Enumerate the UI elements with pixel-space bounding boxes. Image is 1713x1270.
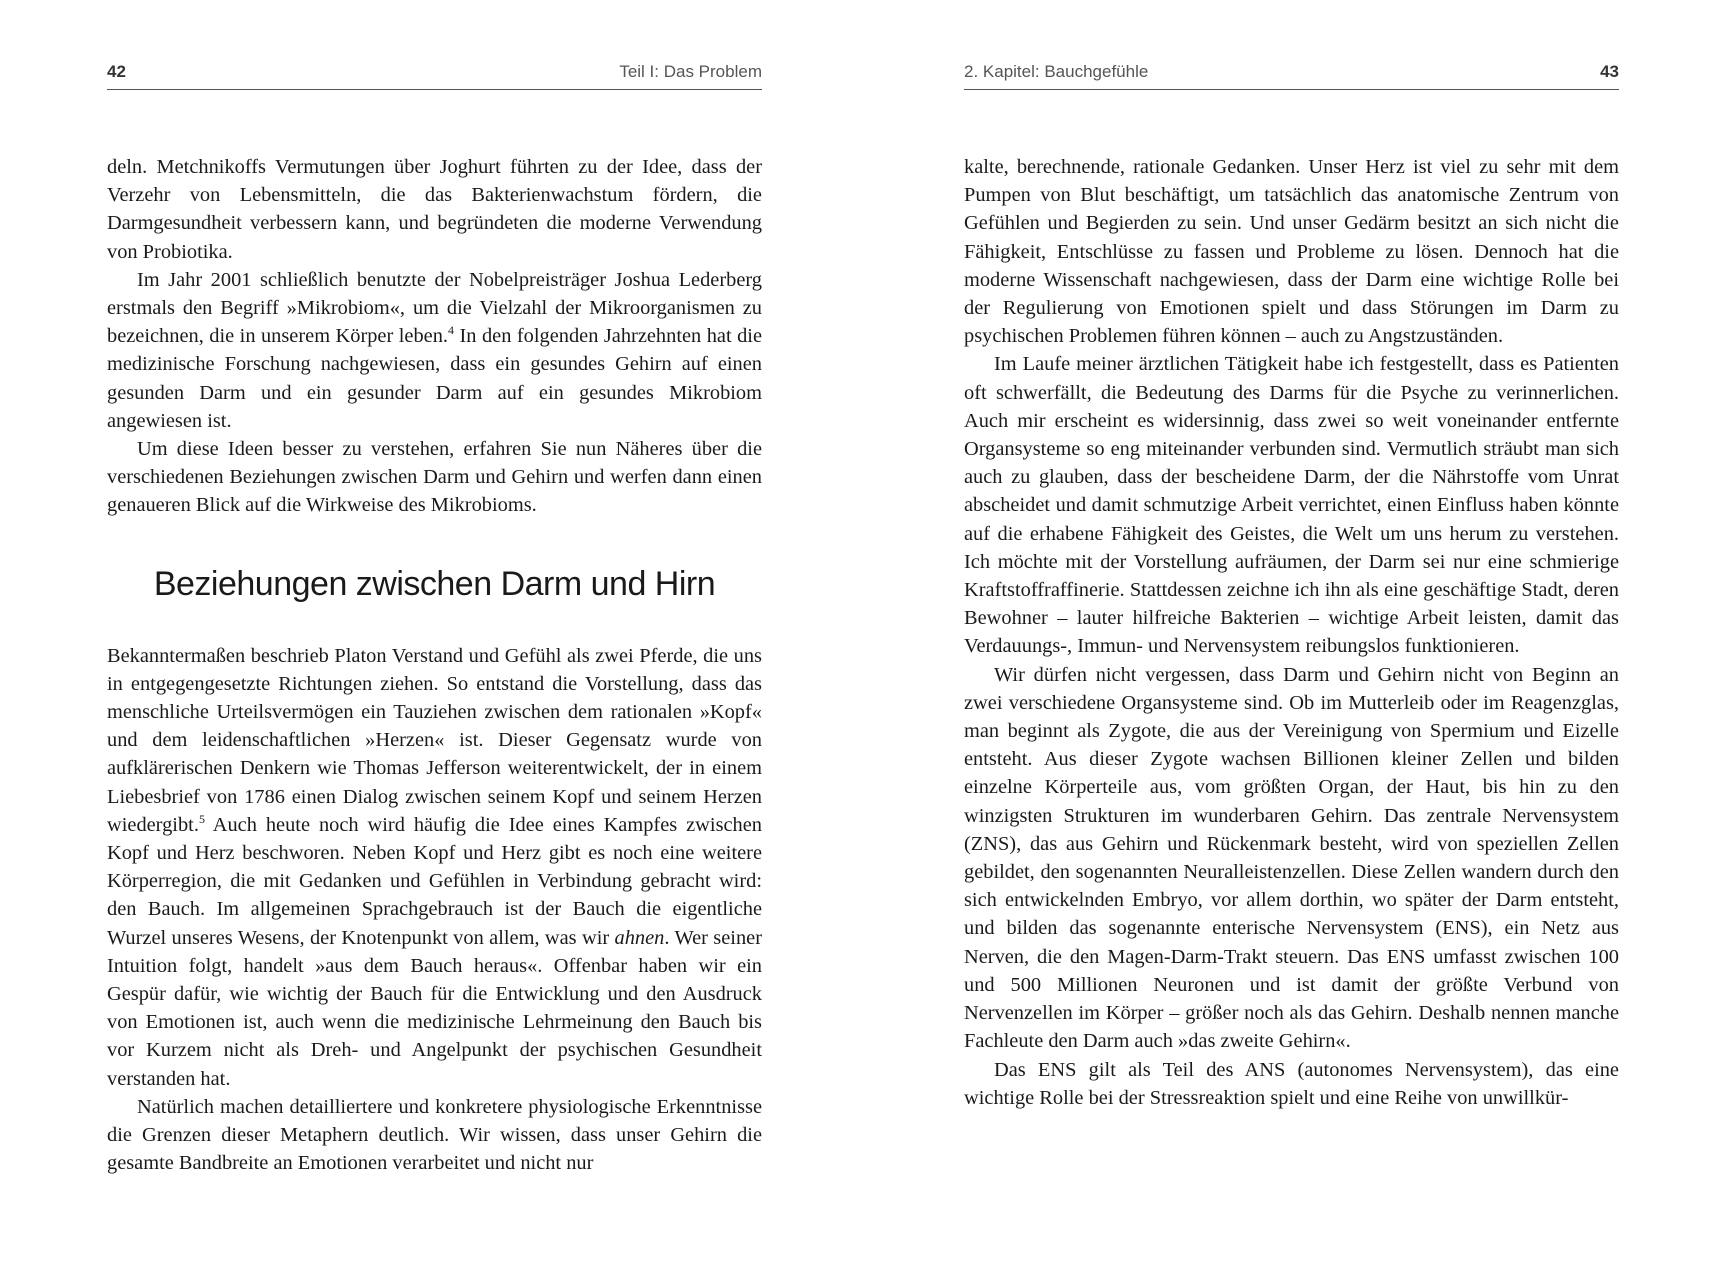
emphasis: ahnen (614, 926, 665, 949)
running-title: Teil I: Das Problem (619, 62, 762, 81)
paragraph: Im Jahr 2001 schließlich benutzte der Nobelpreisträger Joshua Lederberg erstmals den Begriff »Mikrobiom«, um die Vielzahl der Mikroorganismen zu bezeichnen, die in unserem Körper leben.$^4$ In den folgenden Jahrzehnten hat die medizinische Forschung nachgewiesen, dass ein gesundes Gehirn auf einen gesunden Darm und ein gesunder Darm auf ein gesundes Mikrobiom angewiesen ist. (107, 268, 762, 432)
footnote-ref: 5 (198, 812, 205, 827)
body-text-right (964, 153, 1619, 1112)
right-page (964, 0, 1619, 1270)
page-number: 43 (1600, 62, 1619, 81)
body-text-left (107, 153, 762, 1178)
paragraph: Im Laufe meiner ärztlichen Tätigkeit habe ich festgestellt, dass es Patienten oft schwerfällt, die Bedeutung des Darms für die Psyche zu verinnerlichen. Auch mir erscheint es widersinnig, dass zwei so weit voneinander entfernte Organsysteme so eng miteinander verbunden sind. Vermutlich sträubt man sich auch zu glauben, dass der bescheidene Darm, der die Nährstoffe vom Unrat abscheidet und damit schmutzige Arbeit verrichtet, einen Einfluss haben könnte auf die erhabene Fähigkeit des Geistes, die Welt um uns herum zu verstehen. Ich möchte mit der Vorstellung aufräumen, der Darm sei nur eine schmierige Kraftstoffraffinerie. Stattdessen zeichne ich ihn als eine geschäftige Stadt, deren Bewohner – lauter hilfreiche Bakterien – wichtige Arbeit leisten, damit das Verdauungs-, Immun- und Nervensystem reibungslos funktionieren. (964, 353, 1619, 658)
section-heading: Beziehungen zwischen Darm und Hirn (153, 564, 716, 603)
paragraph: Bekanntermaßen beschrieb Platon Verstand und Gefühl als zwei Pferde, die uns in entgegengesetzte Richtungen ziehen. So entstand die Vorstellung, dass das menschliche Urteilsvermögen ein Tauziehen zwischen dem rationalen »Kopf« und dem leidenschaftlichen »Herzen« ist. Dieser Gegensatz wurde von aufklärerischen Denkern wie Thomas Jefferson weiterentwickelt, der in einem Liebesbrief von 1786 einen Dialog zwischen seinem Kopf und seinem Herzen wiedergibt.$^5$ Auch heute noch wird häufig die Idee eines Kampfes zwischen Kopf und Herz beschworen. Neben Kopf und Herz gibt es noch eine weitere Körperregion, die mit Gedanken und Gefühlen in Verbindung gebracht wird: den Bauch. Im allgemeinen Sprachgebrauch ist der Bauch die eigentliche Wurzel unseres Wesens, der Knotenpunkt von allem, was wir ahnen. Wer seiner Intuition folgt, handelt »aus dem Bauch heraus«. Offenbar haben wir ein Gespür dafür, wie wichtig der Bauch für die Entwicklung und den Ausdruck von Emotionen ist, auch wenn die medizinische Lehrmeinung den Bauch bis vor Kurzem nicht als Dreh- und Angelpunkt der psychischen Gesundheit verstanden hat. (107, 644, 762, 1090)
paragraph: Das ENS gilt als Teil des ANS (autonomes Nervensystem), das eine wichtige Rolle bei der Stressreaktion spielt und eine Reihe von unwillkür- (964, 1058, 1619, 1109)
running-head-right (964, 58, 1619, 90)
paragraph: kalte, berechnende, rationale Gedanken. Unser Herz ist viel zu sehr mit dem Pumpen von Blut beschäftigt, um tatsächlich das anatomische Zentrum von Gefühlen und Begierden zu sein. Und unser Gedärm besitzt an sich nicht die Fähigkeit, Entschlüsse zu fassen und Probleme zu lösen. Dennoch hat die moderne Wissenschaft nachgewiesen, dass der Darm eine wichtige Rolle bei der Regulierung von Emotionen spielt und dass Störungen im Darm zu psychischen Problemen führen können – auch zu Angstzuständen. (964, 156, 1619, 348)
left-page (107, 0, 762, 1270)
paragraph: deln. Metchnikoffs Vermutungen über Joghurt führten zu der Idee, dass der Verzehr von Lebensmitteln, die das Bakterienwachstum fördern, die Darmgesundheit verbessern kann, und begründeten die moderne Verwendung von Probiotika. (107, 156, 762, 263)
paragraph: Um diese Ideen besser zu verstehen, erfahren Sie nun Näheres über die verschiedenen Beziehungen zwischen Darm und Gehirn und werfen dann einen genaueren Blick auf die Wirkweise des Mikrobioms. (107, 438, 762, 517)
page-number: 42 (107, 62, 126, 81)
footnote-ref: 4 (448, 323, 455, 338)
paragraph: Natürlich machen detailliertere und konkretere physiologische Erkenntnisse die Grenzen dieser Metaphern deutlich. Wir wissen, dass unser Gehirn die gesamte Bandbreite an Emotionen verarbeitet und nicht nur (107, 1095, 762, 1175)
running-head-left (107, 58, 762, 90)
paragraph: Wir dürfen nicht vergessen, dass Darm und Gehirn nicht von Beginn an zwei verschiedene Organsysteme sind. Ob im Mutterleib oder im Reagenzglas, man beginnt als Zygote, die aus der Vereinigung von Spermium und Eizelle entsteht. Aus dieser Zygote wachsen Billionen kleiner Zellen und bilden einzelne Körperteile aus, vom größten Organ, der Haut, bis hin zu den winzigsten Strukturen im wunderbaren Gehirn. Das zentrale Nervensystem (ZNS), das aus Gehirn und Rückenmark besteht, wird von speziellen Zellen gebildet, den sogenannten Neuralleistenzellen. Diese Zellen wandern durch den sich entwickelnden Embryo, vor allem dorthin, wo später der Darm entsteht, und bilden das sogenannte enterische Nervensystem (ENS), ein Netz aus Nerven, die den Magen-Darm-Trakt steuern. Das ENS umfasst zwischen 100 und 500 Millionen Neuronen und ist damit der größte Verbund von Nervenzellen im Körper – größer noch als das Gehirn. Deshalb nennen manche Fachleute den Darm auch »das zweite Gehirn«. (964, 663, 1619, 1053)
running-title: 2. Kapitel: Bauchgefühle (964, 62, 1149, 81)
